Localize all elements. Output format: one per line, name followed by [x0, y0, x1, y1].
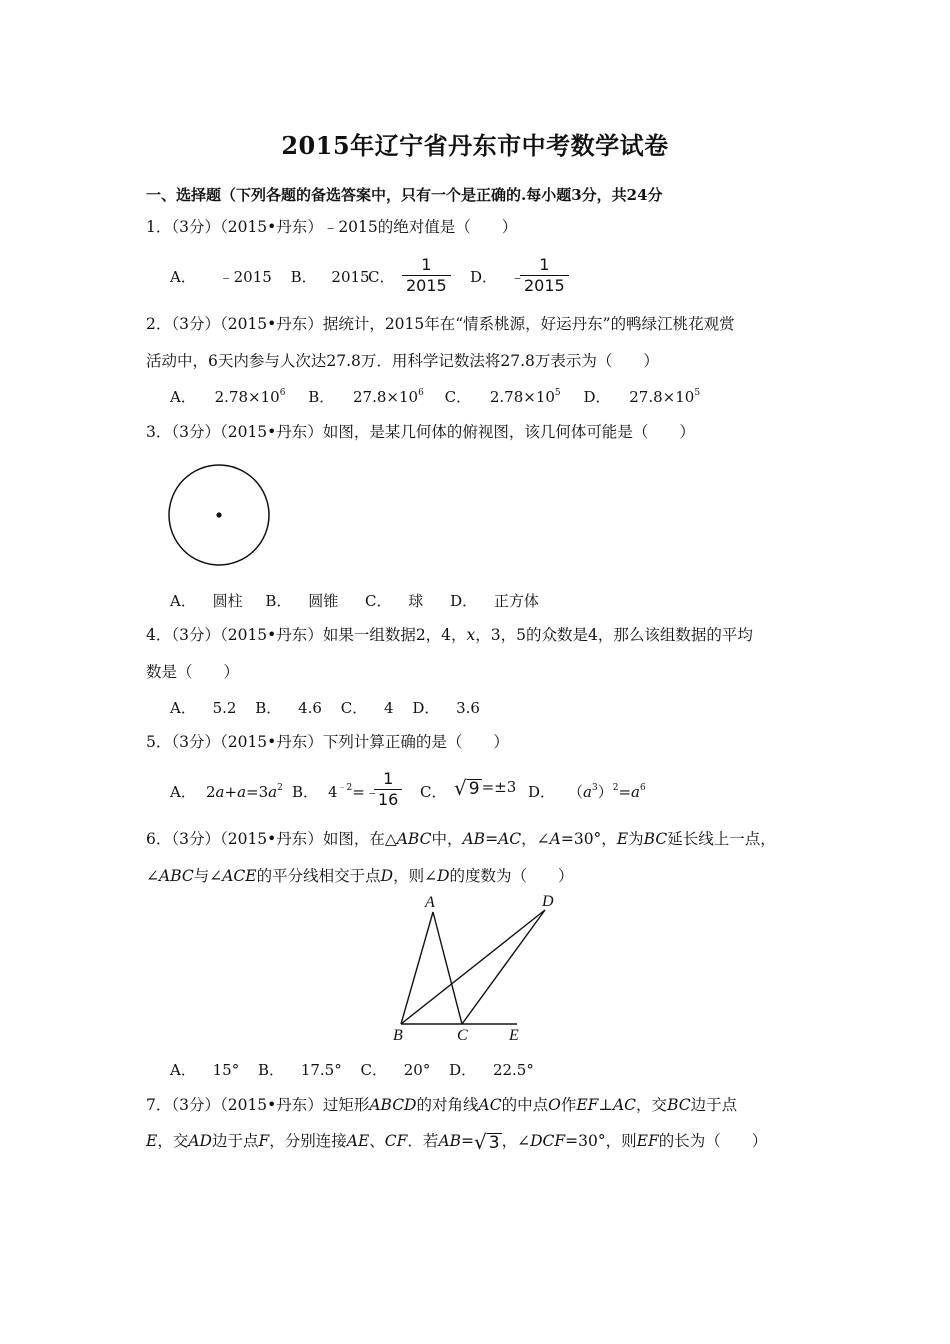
q4-option-a-label: A． [170, 699, 196, 717]
q3-option-b: 圆锥 [308, 592, 339, 610]
q7-line1: 7．（3分）（2015•丹东）过矩形ABCD的对角线AC的中点O作EF⊥AC，交BC边于点 [146, 1096, 738, 1114]
q2-option-c-label: C． [444, 388, 472, 406]
q6-option-b: 17.5° [300, 1061, 342, 1079]
q3-option-a-label: A． [170, 592, 196, 610]
q4-option-a: 5.2 [212, 699, 237, 717]
q6-options [170, 1059, 534, 1081]
q1-option-b: 2015 [331, 268, 370, 286]
q5-option-a: $2a+a=3a^2$ [206, 783, 283, 801]
q5-option-d-label: D． [528, 783, 556, 801]
q2-options [170, 386, 700, 408]
q6-triangle-figure [385, 890, 565, 1045]
q4-option-d-label: D． [412, 699, 440, 717]
q1-option-a: ﹣2015 [218, 268, 272, 286]
q5-option-b: $4^{﹣2}=﹣$ [328, 783, 380, 801]
q2-option-b-label: B． [308, 388, 335, 406]
q4-line1: 4．（3分）（2015•丹东）如果一组数据2，4，x，3，5的众数是4，那么该组数据的平均 [146, 626, 753, 644]
q1-option-c-label: C． [368, 268, 395, 286]
q3-option-d: 正方体 [493, 592, 539, 610]
q3-option-c-label: C． [365, 592, 392, 610]
q1-stem: 1．（3分）（2015•丹东）﹣2015的绝对值是（ ） [146, 218, 518, 236]
q3-option-a: 圆柱 [212, 592, 243, 610]
q6-option-a: 15° [212, 1061, 240, 1079]
q2-line1: 2．（3分）（2015•丹东）据统计，2015年在“情系桃源，好运丹东”的鸭绿江桃花观赏 [146, 315, 735, 333]
q2-option-a-label: A． [170, 388, 196, 406]
q1-options [170, 266, 384, 288]
q5-option-c: √ 9 =±3 [454, 775, 517, 800]
q5-option-d: $(a^3)^2=a^6$ [568, 783, 646, 801]
q3-center-dot [216, 512, 221, 517]
q6-option-c-label: C． [360, 1061, 387, 1079]
q5-option-a-label: A． [170, 783, 196, 801]
q6-option-d: 22.5° [492, 1061, 534, 1079]
q4-option-b: 4.6 [298, 699, 322, 717]
q3-stem: 3．（3分）（2015•丹东）如图，是某几何体的俯视图，该几何体可能是（ ） [146, 423, 695, 441]
q6-label-a: A [425, 894, 435, 911]
q2-option-b: $27.8\times 10^6$ [353, 388, 424, 406]
q1-d-numerator: 1 [539, 255, 550, 274]
q4-option-d: 3.6 [456, 699, 480, 717]
q5-b-numerator: 1 [383, 769, 394, 788]
q4-line2: 数是（ ） [146, 663, 240, 681]
q1-c-numerator: 1 [421, 255, 432, 274]
q6-line1: 6．（3分）（2015•丹东）如图，在△ABC中，AB=AC，∠A=30°，E为BC延长线上一点， [146, 830, 776, 848]
q6-label-e: E [509, 1027, 519, 1044]
q6-line2: ∠ABC与∠ACE的平分线相交于点D，则∠D的度数为（ ） [146, 867, 574, 885]
q2-option-a: $2.78\times 10^6$ [214, 388, 286, 406]
q2-line2: 活动中，6天内参与人次达27.8万．用科学记数法将27.8万表示为（ ） [146, 352, 659, 370]
q1-c-denominator: 2015 [402, 275, 451, 296]
q6-line-ab [401, 912, 433, 1024]
q6-line-bd [401, 910, 545, 1024]
q5-c-sqrt-icon: √ [454, 775, 467, 800]
q1-d-denominator: 2015 [520, 275, 569, 296]
q3-option-c: 球 [408, 592, 424, 610]
q5-stem: 5．（3分）（2015•丹东）下列计算正确的是（ ） [146, 733, 509, 751]
q6-line-ac [433, 912, 462, 1024]
q6-line-cd [462, 910, 545, 1024]
q4-option-b-label: B． [255, 699, 282, 717]
q7-line2: E，交AD边于点F，分别连接AE、CF．若AB= √ 3 ，∠DCF=30°，则EF的长为（ ） [146, 1130, 768, 1154]
q6-option-d-label: D． [449, 1061, 477, 1079]
q6-option-c: 20° [403, 1061, 431, 1079]
q5-option-c-label: C． [420, 783, 447, 801]
q1-option-d-label: D． [470, 268, 498, 286]
q4-option-c-label: C． [340, 699, 368, 717]
q7-sqrt: √ 3 [474, 1130, 500, 1154]
q3-option-b-label: B． [265, 592, 292, 610]
q1-option-b-label: B． [290, 268, 317, 286]
page-title: 2015年辽宁省丹东市中考数学试卷 [281, 131, 669, 160]
q1-option-d-sign: ﹣ [510, 268, 526, 286]
q1-option-a-label: A． [170, 268, 196, 286]
q4-option-c: 4 [383, 699, 394, 717]
q5-option-b-fraction [374, 769, 402, 810]
q2-option-c: $2.78\times 10^5$ [489, 388, 561, 406]
q5-option-b-label: B． [292, 783, 319, 801]
q3-options [170, 590, 539, 612]
q1-option-c-fraction [402, 255, 451, 296]
q6-option-b-label: B． [258, 1061, 285, 1079]
q6-label-b: B [393, 1027, 403, 1044]
q4-options [170, 697, 480, 719]
q7-sqrt-icon: √ [474, 1130, 487, 1154]
section-heading: 一、选择题（下列各题的备选答案中，只有一个是正确的.每小题3分，共24分 [146, 186, 663, 204]
q2-option-d: $27.8\times 10^5$ [629, 388, 701, 406]
q6-option-a-label: A． [170, 1061, 196, 1079]
q6-label-c: C [457, 1027, 468, 1044]
q5-b-denominator: 16 [374, 789, 402, 810]
q1-option-d-fraction [520, 255, 569, 296]
q3-option-d-label: D． [450, 592, 478, 610]
q2-option-d-label: D． [583, 388, 611, 406]
q3-top-view-figure [164, 462, 274, 570]
q6-label-d: D [542, 893, 554, 910]
